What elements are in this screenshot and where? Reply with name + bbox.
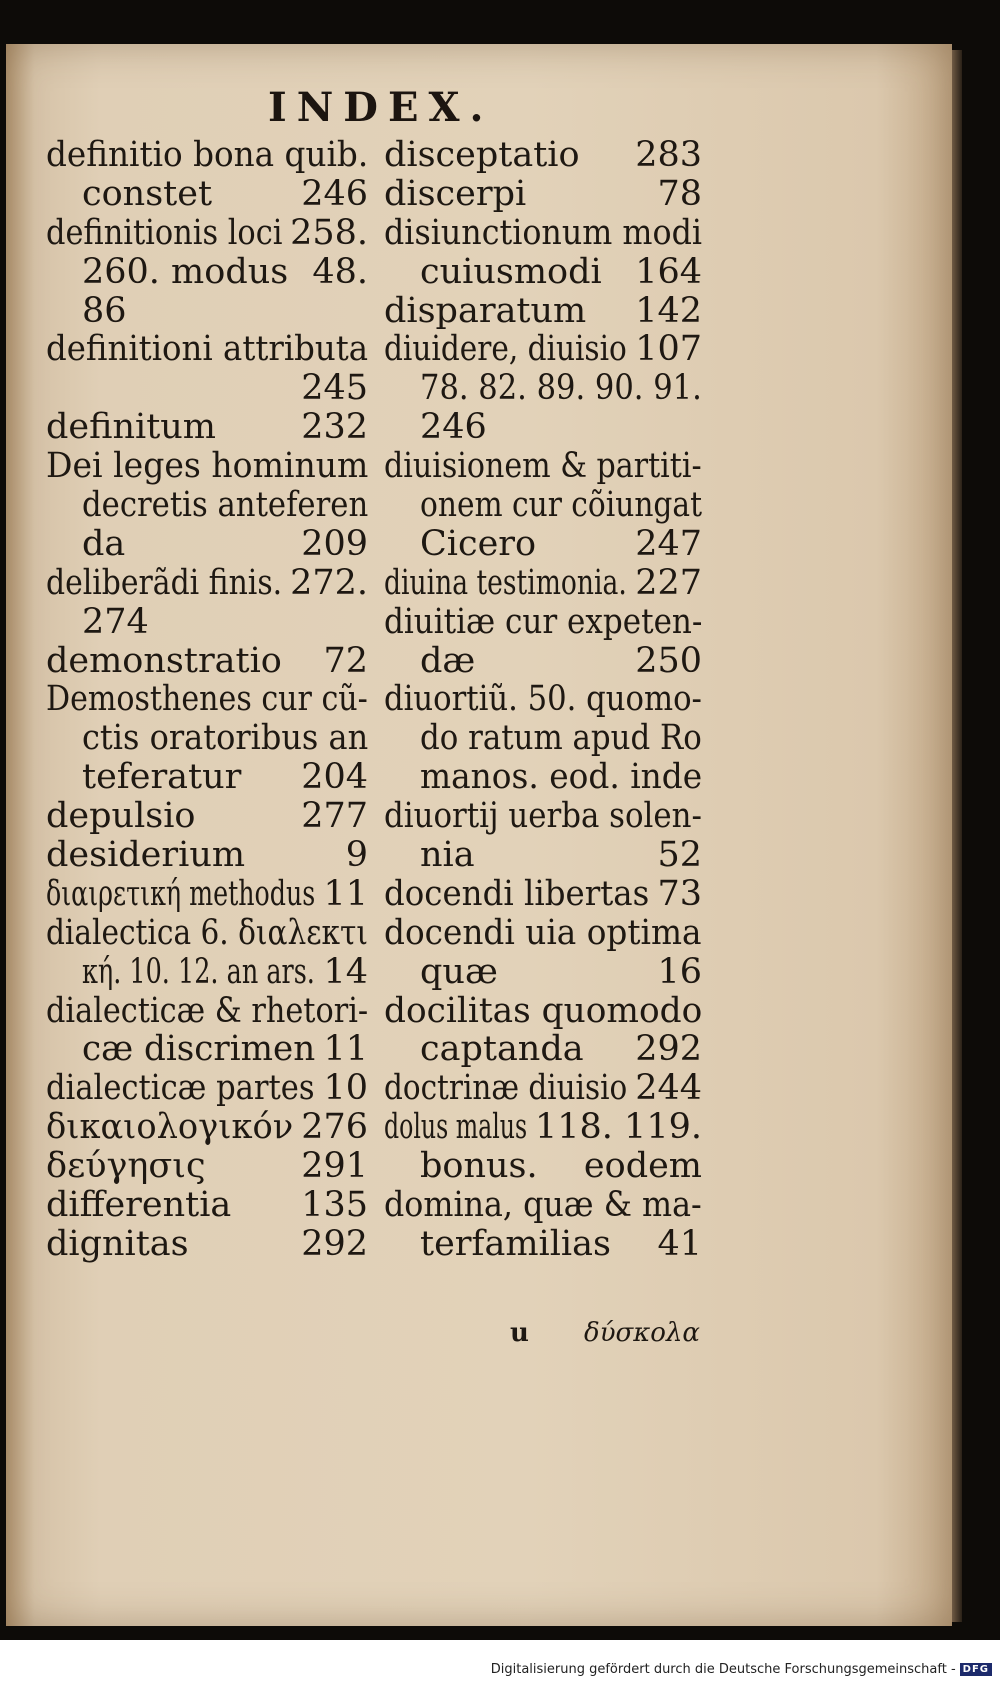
index-entry-line — [384, 292, 702, 331]
index-entry-line — [384, 564, 702, 603]
index-entry-line — [384, 253, 702, 292]
entry-page-number: 272. — [290, 562, 368, 603]
entry-text: deliberãdi finis. — [46, 562, 283, 603]
entry-page-number: 258. — [290, 212, 368, 253]
entry-text: decretis anteferen — [82, 485, 369, 526]
index-entry-line — [384, 1147, 702, 1186]
digitization-credit — [491, 1662, 992, 1677]
entry-page-number: 142 — [635, 290, 702, 331]
entry-text: onem cur cõiungat — [420, 485, 702, 526]
index-entry-line — [384, 369, 702, 408]
index-entry-line — [384, 175, 702, 214]
entry-page-number: 204 — [301, 757, 368, 798]
index-entry-line — [46, 1108, 368, 1147]
entry-text: δεύγησις — [46, 1146, 206, 1187]
index-entry-line — [46, 1186, 368, 1225]
entry-text: diuortij uerba solen- — [384, 796, 702, 837]
entry-text: 78. 82. 89. 90. 91. — [420, 368, 702, 409]
entry-page-number: 10 — [323, 1068, 368, 1109]
index-entry-line — [46, 719, 368, 758]
entry-text: 86 — [82, 290, 127, 331]
entry-text: demonstratio — [46, 640, 282, 681]
index-entry-line — [46, 1147, 368, 1186]
entry-text: do ratum apud Ro — [420, 718, 702, 759]
entry-page-number: 246 — [301, 173, 368, 214]
entry-page-number: 277 — [301, 796, 368, 837]
entry-page-number: eodem — [583, 1146, 702, 1187]
index-entry-line — [384, 875, 702, 914]
entry-text: cæ discrimen — [82, 1029, 316, 1070]
entry-text: disceptatio — [384, 135, 580, 175]
index-entry-line — [46, 330, 368, 369]
index-entry-line — [384, 330, 702, 369]
index-entry-line — [384, 525, 702, 564]
entry-text: terfamilias — [420, 1223, 611, 1264]
index-entry-line — [384, 1069, 702, 1108]
entry-text: domina, quæ & ma- — [384, 1185, 702, 1226]
entry-text: differentia — [46, 1185, 232, 1226]
entry-text: dialecticæ partes — [46, 1068, 315, 1109]
index-entry-line — [46, 1069, 368, 1108]
entry-page-number: 247 — [635, 523, 702, 564]
entry-page-number: 244 — [635, 1068, 702, 1109]
dfg-logo: DFG — [960, 1663, 992, 1676]
index-entry-line — [384, 797, 702, 836]
signature-mark: u — [510, 1318, 529, 1348]
index-column-right — [384, 136, 702, 1264]
entry-text: teferatur — [82, 757, 242, 798]
index-entry-line — [46, 253, 368, 292]
index-entry-line — [46, 136, 368, 175]
entry-text: captanda — [420, 1029, 584, 1070]
entry-text: bonus. — [420, 1146, 538, 1187]
index-entry-line — [46, 992, 368, 1031]
index-entry-line — [46, 1225, 368, 1264]
entry-text: 274 — [82, 601, 149, 642]
entry-text: κή. 10. 12. an ars. — [82, 951, 315, 992]
entry-text: doctrinæ diuisio — [384, 1068, 628, 1109]
entry-page-number: 283 — [635, 135, 702, 175]
index-column-left — [46, 136, 368, 1264]
entry-page-number: 232 — [301, 407, 368, 448]
entry-text: 246 — [420, 407, 487, 448]
entry-text: Dei leges hominum — [46, 446, 369, 487]
entry-text: discerpi — [384, 173, 527, 214]
entry-page-number: 73 — [657, 873, 702, 914]
entry-text: definitum — [46, 407, 216, 448]
entry-page-number: 245 — [301, 368, 368, 409]
entry-page-number: 276 — [301, 1107, 368, 1148]
index-entry-line — [46, 914, 368, 953]
entry-page-number: 14 — [323, 951, 368, 992]
index-entry-line — [46, 486, 368, 525]
page-edge — [952, 50, 962, 1622]
entry-page-number: 52 — [657, 835, 702, 876]
entry-text: quæ — [420, 951, 498, 992]
entry-text: dæ — [420, 640, 476, 681]
entry-page-number: 41 — [657, 1223, 702, 1264]
entry-text: docendi uia optima — [384, 912, 702, 953]
index-entry-line — [384, 719, 702, 758]
index-entry-line — [384, 1225, 702, 1264]
entry-page-number: 164 — [635, 251, 702, 292]
index-entry-line — [384, 136, 702, 175]
entry-page-number: 16 — [657, 951, 702, 992]
entry-page-number: 107 — [635, 329, 702, 370]
entry-text: definitionis loci — [46, 212, 283, 253]
entry-text: cuiusmodi — [420, 251, 602, 292]
entry-text: dignitas — [46, 1223, 189, 1264]
entry-text: 260. modus — [82, 251, 289, 292]
index-entry-line — [384, 953, 702, 992]
entry-text: da — [82, 523, 126, 564]
index-entry-line — [46, 953, 368, 992]
index-entry-line — [46, 408, 368, 447]
index-entry-line — [384, 1030, 702, 1069]
entry-text: docilitas quomodo — [384, 990, 703, 1031]
entry-text: diuidere, diuisio — [384, 329, 627, 370]
index-entry-line — [384, 486, 702, 525]
credit-text: Digitalisierung gefördert durch die Deutsche Forschungsgemeinschaft - — [490, 1662, 956, 1677]
entry-text: diuortiũ. 50. quomo- — [384, 679, 702, 720]
index-entry-line — [384, 214, 702, 253]
entry-text: δικαιολογικόν — [46, 1107, 294, 1148]
entry-page-number: 292 — [635, 1029, 702, 1070]
entry-page-number: 291 — [301, 1146, 368, 1187]
entry-text: constet — [82, 173, 213, 214]
entry-page-number: 227 — [635, 562, 702, 603]
index-entry-line — [384, 758, 702, 797]
entry-page-number: 48. — [312, 251, 368, 292]
index-entry-line — [384, 914, 702, 953]
index-entry-line — [46, 525, 368, 564]
index-entry-line — [46, 758, 368, 797]
entry-text: disiunctionum modi — [384, 212, 703, 253]
index-entry-line — [384, 642, 702, 681]
index-entry-line — [46, 214, 368, 253]
entry-text: depulsio — [46, 796, 196, 837]
index-entry-line — [46, 447, 368, 486]
page-header: INDEX. — [268, 84, 494, 131]
entry-page-number: 292 — [301, 1223, 368, 1264]
index-entry-line — [46, 292, 368, 331]
entry-page-number: 135 — [301, 1185, 368, 1226]
index-entry-line — [46, 875, 368, 914]
entry-text: disparatum — [384, 290, 587, 331]
entry-text: definitioni attributa — [46, 329, 369, 370]
entry-text: definitio bona quib. — [46, 135, 369, 175]
entry-text: dialectica 6. διαλεκτι — [46, 912, 368, 953]
entry-text: διαιρετική methodus — [46, 873, 316, 914]
entry-text: dialecticæ & rhetori- — [46, 990, 369, 1031]
index-entry-line — [46, 564, 368, 603]
index-entry-line — [46, 642, 368, 681]
entry-page-number: 250 — [635, 640, 702, 681]
entry-text: nia — [420, 835, 475, 876]
entry-page-number: 11 — [323, 1029, 368, 1070]
entry-page-number: 72 — [323, 640, 368, 681]
entry-page-number: 9 — [345, 835, 368, 876]
index-entry-line — [46, 836, 368, 875]
entry-text: docendi libertas — [384, 873, 650, 914]
index-entry-line — [46, 175, 368, 214]
entry-text: Cicero — [420, 523, 537, 564]
index-entry-line — [46, 680, 368, 719]
entry-text: desiderium — [46, 835, 246, 876]
entry-text: dolus malus — [384, 1107, 528, 1148]
index-entry-line — [384, 603, 702, 642]
index-entry-line — [46, 369, 368, 408]
entry-text: ctis oratoribus an — [82, 718, 369, 759]
entry-text: manos. eod. inde — [420, 757, 703, 798]
index-entry-line — [46, 797, 368, 836]
index-entry-line — [384, 408, 702, 447]
entry-page-number: 118. 119. — [535, 1107, 702, 1148]
index-entry-line — [384, 1186, 702, 1225]
entry-text: diuina testimonia. — [384, 562, 627, 603]
index-entry-line — [384, 680, 702, 719]
entry-text: diuitiæ cur expeten- — [384, 601, 703, 642]
index-entry-line — [384, 447, 702, 486]
index-entry-line — [46, 603, 368, 642]
entry-page-number: 209 — [301, 523, 368, 564]
index-entry-line — [384, 992, 702, 1031]
catchword: δύσκολα — [584, 1318, 700, 1348]
index-entry-line — [384, 836, 702, 875]
entry-text: diuisionem & partiti- — [384, 446, 702, 487]
entry-page-number: 11 — [323, 873, 368, 914]
index-entry-line — [384, 1108, 702, 1147]
entry-text: Demosthenes cur cũ- — [46, 679, 368, 720]
entry-page-number: 78 — [657, 173, 702, 214]
index-entry-line — [46, 1030, 368, 1069]
